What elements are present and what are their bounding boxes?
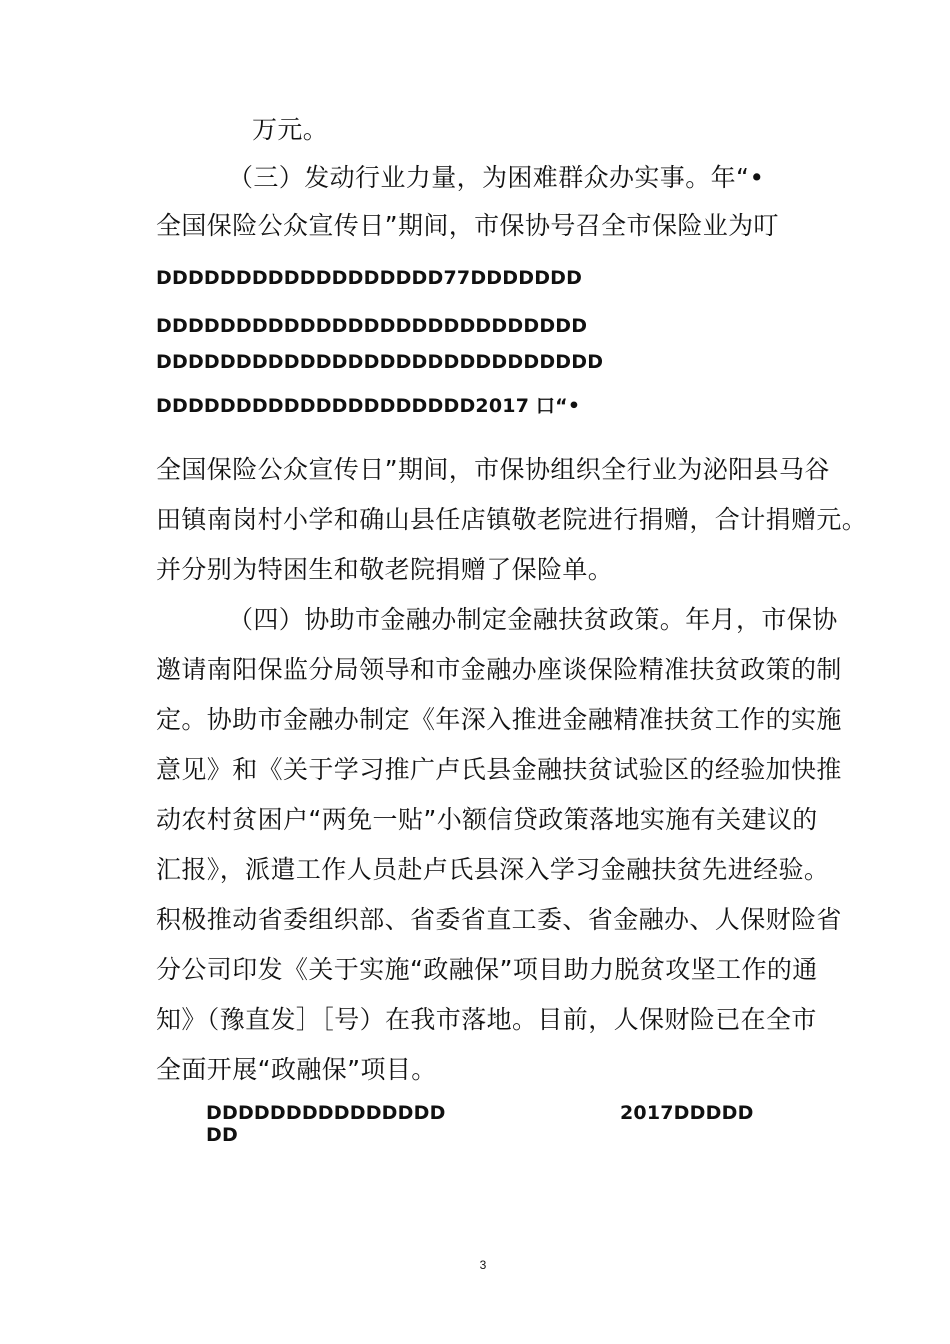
text-line: 田镇南岗村小学和确山县任店镇敬老院进行捐赠，合计捐赠元。 — [156, 505, 868, 534]
section-heading-3: （三）发动行业力量，为困难群众办实事。年“• — [228, 163, 765, 192]
text-line: 并分别为特困生和敬老院捐赠了保险单。 — [156, 555, 614, 584]
text-line: 邀请南阳保监分局领导和市金融办座谈保险精准扶贫政策的制 — [156, 655, 842, 684]
text-line: 分公司印发《关于实施“政融保”项目助力脱贫攻坚工作的通 — [156, 955, 818, 984]
text-line: 全国保险公众宣传日”期间，市保协号召全市保险业为叮 — [156, 211, 779, 240]
garbled-footer-left-cont: DD — [206, 1124, 238, 1146]
garbled-text-line: DDDDDDDDDDDDDDDDDDDD2017 口“• — [156, 395, 581, 417]
garbled-footer-left: DDDDDDDDDDDDDDD — [206, 1102, 446, 1124]
text-line: 全国保险公众宣传日”期间，市保协组织全行业为泌阳县马谷 — [156, 455, 830, 484]
text-line: 动农村贫困户“两免一贴”小额信贷政策落地实施有关建议的 — [156, 805, 818, 834]
text-line: 积极推动省委组织部、省委省直工委、省金融办、人保财险省 — [156, 905, 842, 934]
garbled-footer-right: 2017DDDDD — [620, 1102, 754, 1124]
text-line: 知》（豫直发］［号）在我市落地。目前，人保财险已在全市 — [156, 1005, 817, 1034]
garbled-text-line: DDDDDDDDDDDDDDDDDDDDDDDDDDD — [156, 315, 588, 337]
text-line: 汇报》，派遣工作人员赴卢氏县深入学习金融扶贫先进经验。 — [156, 855, 830, 884]
text-line: 万元。 — [252, 115, 329, 144]
section-heading-4: （四）协助市金融办制定金融扶贫政策。年月，市保协 — [228, 605, 838, 634]
page-number: 3 — [479, 1258, 487, 1272]
text-line: 意见》和《关于学习推广卢氏县金融扶贫试验区的经验加快推 — [156, 755, 842, 784]
garbled-text-line: DDDDDDDDDDDDDDDDDD77DDDDDDD — [156, 267, 583, 289]
garbled-text-line: DDDDDDDDDDDDDDDDDDDDDDDDDDDD — [156, 351, 604, 373]
text-line: 全面开展“政融保”项目。 — [156, 1055, 437, 1084]
text-line: 定。协助市金融办制定《年深入推进金融精准扶贫工作的实施 — [156, 705, 842, 734]
